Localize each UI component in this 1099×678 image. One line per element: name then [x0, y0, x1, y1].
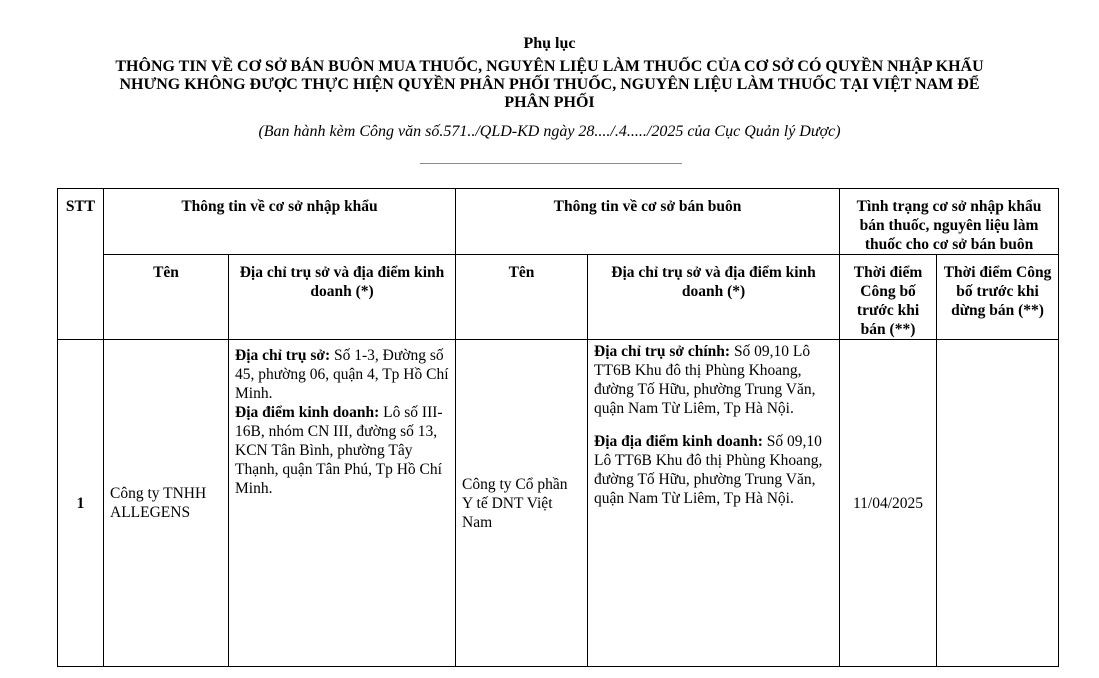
header-announce-before-stop: Thời điểm Công bố trước khi dừng bán (**) — [937, 255, 1059, 340]
cell-wholesaler-name: Công ty Cổ phần Y tế DNT Việt Nam — [456, 340, 588, 667]
wholesaler-hq — [594, 342, 833, 418]
cell-importer-name: Công ty TNHH ALLEGENS — [104, 340, 229, 667]
header-wholesaler-address: Địa chỉ trụ sở và địa điểm kinh doanh (*) — [588, 255, 840, 340]
importer-biz-value: Lô số III-16B, nhóm CN III, đường số 13, KCN Tân Bình, phường Tây Thạnh, quận Tân Phú, Tp Hồ Chí Minh. — [235, 404, 443, 497]
header-announce-before-sale: Thời điểm Công bố trước khi bán (**) — [840, 255, 937, 340]
document-header — [0, 34, 1099, 142]
cell-stt: 1 — [58, 340, 104, 667]
title-line: THÔNG TIN VỀ CƠ SỞ BÁN BUÔN MUA THUỐC, NGUYÊN LIỆU LÀM THUỐC CỦA CƠ SỞ CÓ QUYỀN NHẬP KHẨU — [115, 58, 984, 75]
cell-wholesaler-address — [588, 340, 840, 667]
title-divider — [420, 163, 682, 164]
title-line: PHÂN PHỐI — [504, 94, 595, 111]
importer-hq-label: Địa chỉ trụ sở: — [235, 347, 331, 364]
header-status-group: Tình trạng cơ sở nhập khẩu bán thuốc, nguyên liệu làm thuốc cho cơ sở bán buôn — [840, 189, 1059, 255]
cell-announce-before-sale: 11/04/2025 — [840, 340, 937, 667]
wholesaler-biz-value: Số 09,10 Lô TT6B Khu đô thị Phùng Khoang, đường Tố Hữu, phường Trung Văn, quận Nam Từ Liêm, Tp Hà Nội. — [594, 433, 823, 507]
importer-business-location — [235, 403, 449, 498]
importer-biz-label: Địa điểm kinh doanh: — [235, 404, 380, 421]
document-subtitle: (Ban hành kèm Công văn số.571../QLD-KD ngày 28..../.4...../2025 của Cục Quản lý Dược) — [258, 123, 841, 140]
cell-announce-before-stop — [937, 340, 1059, 667]
document-title — [60, 58, 1040, 112]
header-stt: STT — [58, 189, 104, 340]
title-line: NHƯNG KHÔNG ĐƯỢC THỰC HIỆN QUYỀN PHÂN PHỐI THUỐC, NGUYÊN LIỆU LÀM THUỐC TẠI VIỆT NAM ĐỂ — [119, 76, 980, 93]
header-importer-name: Tên — [104, 255, 229, 340]
header-wholesaler-group: Thông tin về cơ sở bán buôn — [456, 189, 840, 255]
header-row-sub — [58, 255, 1059, 340]
header-row-group — [58, 189, 1059, 255]
table-row — [58, 340, 1059, 667]
importer-hq-value: Số 1-3, Đường số 45, phường 06, quận 4, Tp Hồ Chí Minh. — [235, 347, 449, 402]
header-importer-address: Địa chỉ trụ sở và địa điểm kinh doanh (*) — [229, 255, 456, 340]
wholesaler-hq-label: Địa chỉ trụ sở chính: — [594, 343, 731, 360]
wholesaler-biz-label: Địa địa điểm kinh doanh: — [594, 433, 763, 450]
header-importer-group: Thông tin về cơ sở nhập khẩu — [104, 189, 456, 255]
wholesaler-hq-value: Số 09,10 Lô TT6B Khu đô thị Phùng Khoang, đường Tố Hữu, phường Trung Văn, quận Nam Từ Liêm, Tp Hà Nội. — [594, 343, 816, 417]
importer-hq — [235, 346, 449, 403]
header-wholesaler-name: Tên — [456, 255, 588, 340]
appendix-label: Phụ lục — [523, 35, 576, 52]
cell-importer-address — [229, 340, 456, 667]
appendix-table — [57, 188, 1059, 667]
wholesaler-business-location — [594, 432, 833, 508]
